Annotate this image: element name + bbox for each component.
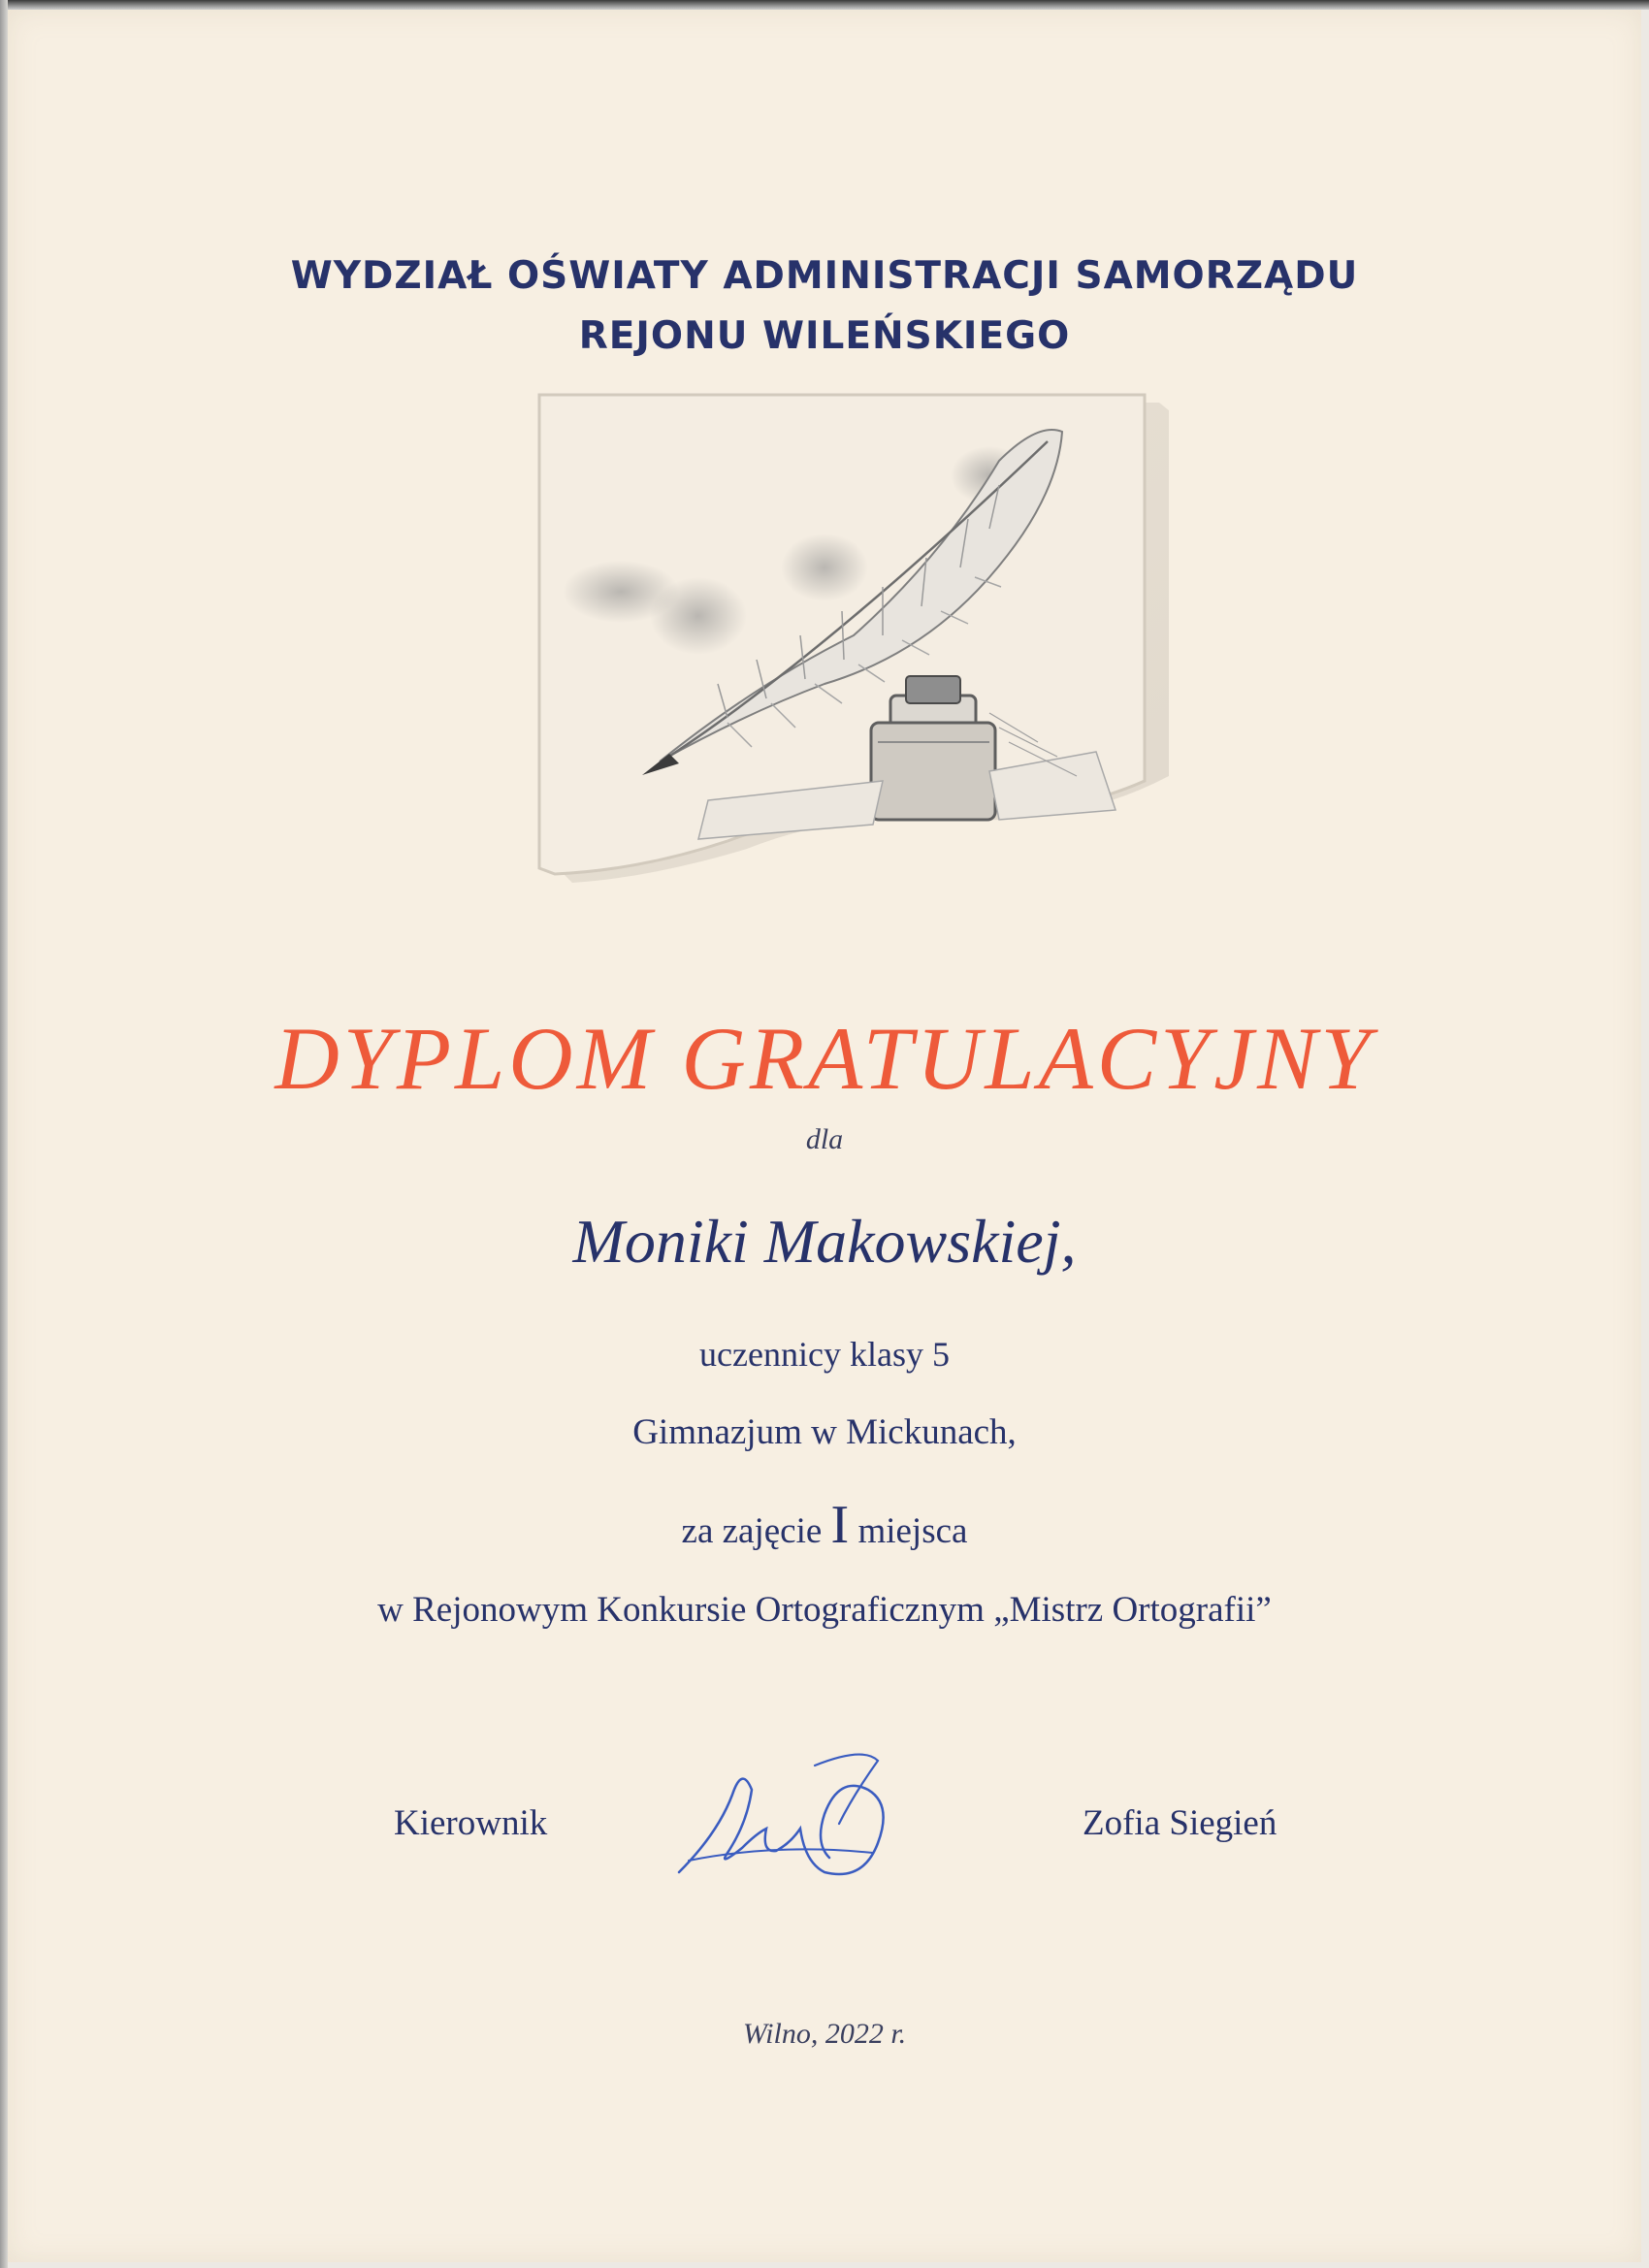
school-line: Gimnazjum w Mickunach, [632, 1412, 1017, 1452]
place-rank: I [830, 1495, 850, 1555]
class-line: uczennicy klasy 5 [699, 1335, 950, 1374]
recipient-name: Moniki Makowskiej, [572, 1207, 1077, 1276]
issuer-heading-line2: REJONU WILEŃSKIEGO [578, 314, 1071, 358]
place-date: Wilno, 2022 r. [742, 2018, 907, 2050]
diploma-title: DYPLOM GRATULACYJNY [275, 1009, 1374, 1108]
handwritten-signature [660, 1736, 912, 1892]
signatory-name: Zofia Siegień [1083, 1803, 1277, 1843]
signatory-role: Kierownik [394, 1803, 548, 1843]
for-word: dla [805, 1123, 844, 1155]
issuer-heading-line1: WYDZIAŁ OŚWIATY ADMINISTRACJI SAMORZĄDU [290, 254, 1359, 298]
place-pre: za zajęcie [681, 1511, 823, 1551]
contest-line: w Rejonowym Konkursie Ortograficznym „Mistrz Ortografii” [377, 1590, 1272, 1630]
place-post: miejsca [857, 1511, 968, 1551]
scan-top-edge [0, 0, 1649, 10]
quill-inkwell-illustration [534, 393, 1174, 902]
place-line [0, 1494, 1649, 1556]
